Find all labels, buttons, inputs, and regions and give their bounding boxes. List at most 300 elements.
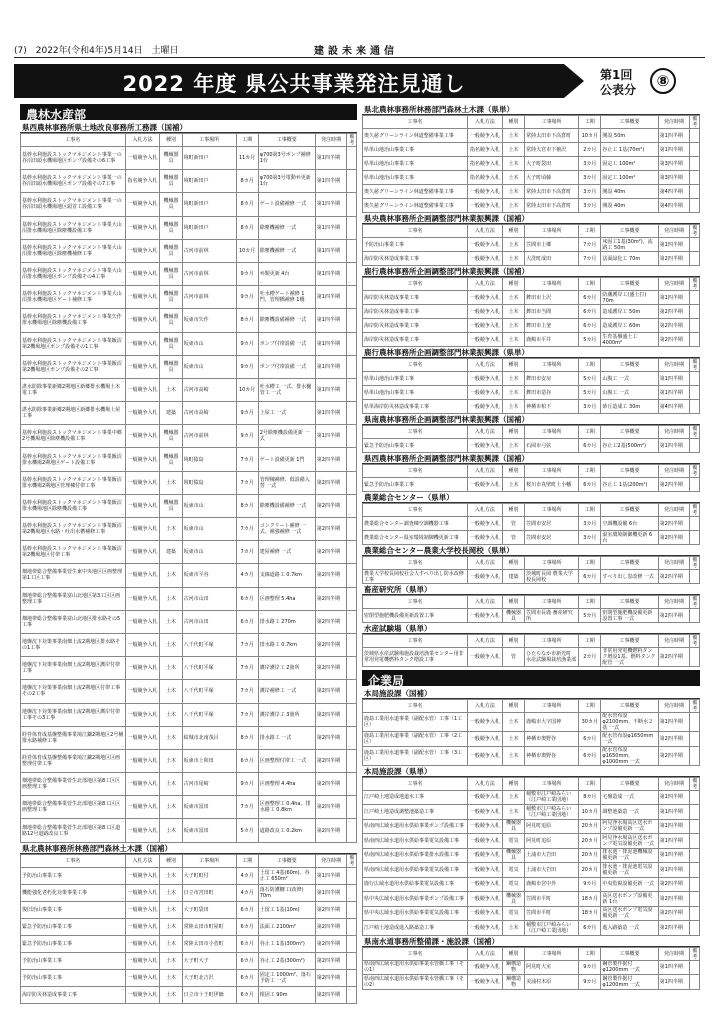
cell-period: 9カ月 [579, 975, 601, 990]
cell-kind: 土木 [502, 386, 524, 400]
cell-time: 第1四半期 [658, 439, 690, 453]
cell-kind: 機械器具 [160, 309, 182, 332]
column-header-time: 発注時期 [658, 557, 690, 570]
cell-summary: 密閉型施肥機設備更新設置工事 一式 [601, 609, 658, 623]
cell-kind: 土木 [502, 921, 524, 936]
cell-place: 八千代町平塚 [182, 657, 236, 680]
cell-period: 5カ月 [579, 333, 601, 347]
table-row [21, 494, 357, 517]
cell-method: 一般競争入札 [125, 796, 160, 819]
table-row [363, 834, 700, 849]
cell-summary: 区画整理工 0.4ha、排水路工 0.8km [258, 796, 315, 819]
column-header-summary: 工事概要 [601, 635, 658, 648]
column-header-time: 発注時期 [658, 504, 690, 517]
table-header-row [363, 557, 700, 570]
block-title: 鹿行農林事務所企画調整部門林業振興課（国補） [362, 266, 700, 277]
column-header-note: 備考 [690, 557, 700, 570]
cell-place: 坂東市山 [182, 355, 236, 378]
cell-method: 一般競争入札 [467, 478, 502, 492]
cell-time: 第1四半期 [658, 790, 690, 805]
table-row [21, 355, 357, 378]
cell-place: ひたちなか市新光町 水産試験場栽培漁業部 [525, 648, 579, 667]
table-header-row [363, 116, 700, 129]
cell-place: 境町猿島 [182, 471, 236, 494]
cell-time: 第2四半期 [658, 517, 690, 531]
column-header-period: 工期 [579, 504, 601, 517]
column-header-kind: 種別 [502, 116, 524, 129]
cell-method: 一般競争入札 [467, 848, 502, 863]
cell-time: 第2四半期 [315, 935, 347, 952]
cell-place: 鹿嶋市宮中外 [525, 877, 579, 892]
cell-name: 畑地帯総合整備事業富山北地区第3工区区画整理工事 [21, 587, 126, 610]
cell-time: 第1四半期 [315, 262, 347, 285]
cell-method: 一般競争入札 [125, 309, 160, 332]
table-row [363, 157, 700, 171]
cell-place: 大洗町成田 [525, 252, 579, 266]
cell-name: 海岸防災林造成事業工事 [363, 319, 468, 333]
cell-kind: 土木 [160, 918, 182, 935]
cell-summary: 谷止工 1基(70m²) [601, 143, 658, 157]
cell-place: 境町新田戸 [182, 170, 236, 193]
cell-name: 基幹水利施設ストックマネジメント事業一の谷沼田頭水機場地区ポンプ設備その7工事 [21, 170, 126, 193]
cell-time: 第2四半期 [315, 986, 347, 1003]
cell-kind: 機械器具 [160, 448, 182, 471]
cell-summary: 落石防護柵工(改修) 70m [258, 884, 315, 901]
table-row [363, 439, 700, 453]
cell-summary: 排水路工 一式 [258, 726, 315, 749]
cell-method: 一般競争入札 [125, 819, 160, 842]
cell-time: 第2四半期 [315, 969, 347, 986]
cell-summary: 固定工 1000m²、落石予防工 一式 [258, 969, 315, 986]
cell-note [690, 171, 700, 185]
cell-kind: 機械器具 [160, 262, 182, 285]
cell-method: 指名競争入札 [467, 143, 502, 157]
cell-name: 復旧治山事業工事 [21, 901, 126, 918]
project-table [362, 947, 700, 990]
table-row [363, 291, 700, 305]
block-title: 農業総合センター（県単） [362, 492, 700, 503]
cell-name: 江戸崎土地造成調整池築造工事 [363, 805, 468, 820]
cell-period: 6カ月 [579, 746, 601, 765]
column-header-kind: 種別 [502, 465, 524, 478]
block-title: 県西農林事務所企画調整部門林業振興課（国補） [362, 453, 700, 464]
cell-summary: 谷止工 1基(200m²) [601, 478, 658, 492]
column-header-kind: 種別 [502, 777, 524, 790]
cell-period: 9カ月 [236, 286, 258, 309]
cell-name: 基幹水利施設ストックマネジメント事業飯沼第2機場地区付帯工事 [21, 541, 126, 564]
cell-period: 10カ月 [579, 805, 601, 820]
cell-note [690, 143, 700, 157]
cell-name: 緊急予防治山事業工事 [21, 935, 126, 952]
cell-summary: 排水路工 0.7km [258, 633, 315, 656]
column-header-kind: 種別 [502, 700, 524, 713]
cell-note [690, 877, 700, 892]
block-title: 鹿行農林事務所企画調整部門林業振興課（県単） [362, 347, 700, 358]
cell-time: 第1四半期 [315, 884, 347, 901]
cell-period: 6カ月 [579, 732, 601, 747]
cell-kind: 機械器具 [160, 355, 182, 378]
column-header-name: 工事名 [363, 596, 468, 609]
cell-period: 2カ月 [579, 648, 601, 667]
cell-time: 第1四半期 [315, 355, 347, 378]
cell-method: 指名競争入札 [467, 171, 502, 185]
cell-name: 地盤沈下対策事業南畑上流2期地区排水路その1工事 [21, 633, 126, 656]
cell-place: 笠間市平町 [525, 892, 579, 907]
cell-time: 第2四半期 [658, 921, 690, 936]
cell-period: 5カ月 [579, 372, 601, 386]
cell-time: 第2四半期 [315, 773, 347, 796]
cell-note [347, 884, 357, 901]
cell-note [690, 570, 700, 584]
cell-kind: 電気 [502, 906, 524, 921]
column-header-note: 備考 [690, 947, 700, 960]
banner-title: 2022 年度 県公共事業発注見通し [122, 72, 466, 96]
cell-place: 鉾田市安房 [525, 372, 579, 386]
cell-method: 一般競争入札 [467, 732, 502, 747]
cell-name: 地盤沈下対策事業南畑上流2期地区護岸付帯工事 [21, 657, 126, 680]
cell-place: 笠間市上郷 [525, 238, 579, 252]
cell-period: 3カ月 [579, 171, 601, 185]
cell-note [347, 425, 357, 448]
cell-name: 鹿行広域水道用水供給事業電気設備工事 [363, 877, 468, 892]
cell-time: 第2四半期 [658, 892, 690, 907]
cell-period: 6カ月 [236, 952, 258, 969]
cell-summary: 開設 50m [601, 129, 658, 143]
cell-summary: 空調機設備 6台 [601, 517, 658, 531]
cell-kind: 機械器具 [160, 147, 182, 170]
cell-summary: 法面緑化工 70m [601, 252, 658, 266]
table-row [21, 610, 357, 633]
cell-summary: 管理棟補修、低設備入替 一式 [258, 471, 315, 494]
cell-period: 9カ月 [579, 877, 601, 892]
cell-kind: 機械器具 [160, 170, 182, 193]
cell-time: 第2四半期 [315, 564, 347, 587]
cell-kind: 土木 [502, 400, 524, 414]
cell-summary: 除塵機設備補修 一式 [258, 309, 315, 332]
cell-place: 古河市高崎 [182, 378, 236, 401]
cell-summary: ゲート設備更新 1門 [258, 448, 315, 471]
cell-time: 第2四半期 [315, 901, 347, 918]
cell-name: 緊急予防治山事業工事 [363, 478, 468, 492]
cell-method: 一般競争入札 [125, 680, 160, 703]
cell-method: 一般競争入札 [125, 378, 160, 401]
column-header-summary: 工事概要 [601, 426, 658, 439]
cell-time: 第1四半期 [315, 286, 347, 309]
cell-name: 県単海岸防災林造成事業工事 [363, 400, 468, 414]
cell-period: 10カ月 [236, 378, 258, 401]
cell-period: 2カ月 [579, 143, 601, 157]
cell-kind: 機械器具 [160, 239, 182, 262]
cell-kind: 土木 [502, 478, 524, 492]
cell-note [690, 732, 700, 747]
cell-kind: 管 [502, 517, 524, 531]
cell-kind: 土木 [160, 952, 182, 969]
badge-number: ⑧ [650, 68, 676, 94]
project-table [362, 634, 700, 667]
cell-period: 6カ月 [236, 610, 258, 633]
cell-name: 基幹水利施設ストックマネジメント事業中郷2号機場地区除塵機設備工事 [21, 425, 126, 448]
table-row [363, 400, 700, 414]
column-header-note: 備考 [690, 777, 700, 790]
cell-method: 一般競争入札 [467, 252, 502, 266]
cell-name: 畑地帯総合整備事業菅生北部地区第8工区道路12号道路改良工事 [21, 819, 126, 842]
table-row [363, 805, 700, 820]
table-row [21, 986, 357, 1003]
table-row [363, 819, 700, 834]
cell-note [690, 975, 700, 990]
cell-kind: 土木 [502, 319, 524, 333]
cell-summary: 砂丘造成工 30m [601, 400, 658, 414]
cell-method: 一般競争入札 [125, 587, 160, 610]
table-row [21, 918, 357, 935]
column-header-time: 発注時期 [658, 777, 690, 790]
column-header-summary: 工事概要 [601, 947, 658, 960]
column-header-kind: 種別 [502, 278, 524, 291]
table-row [363, 921, 700, 936]
cell-method: 一般競争入札 [125, 918, 160, 935]
column-header-time: 発注時期 [658, 596, 690, 609]
table-row [21, 884, 357, 901]
column-header-time: 発注時期 [658, 225, 690, 238]
cell-period: 3カ月 [579, 400, 601, 414]
cell-summary: 排水路工 270m [258, 610, 315, 633]
table-row [21, 286, 357, 309]
cell-kind: 土木 [160, 610, 182, 633]
cell-place: 鉾田市上釜 [525, 319, 579, 333]
cell-kind: 土木 [160, 564, 182, 587]
cell-method: 一般競争入札 [125, 773, 160, 796]
cell-name: 予防治山事業工事 [363, 238, 468, 252]
cell-period: 7カ月 [236, 541, 258, 564]
column-header-period: 工期 [579, 947, 601, 960]
table-row [363, 975, 700, 990]
cell-place: 稲敷市江戸崎みらい（江戸崎工業団地） [525, 921, 579, 936]
column-header-method: 入札方法 [467, 116, 502, 129]
table-header-row [363, 359, 700, 372]
table-header-row [363, 504, 700, 517]
cell-period: 7カ月 [236, 448, 258, 471]
cell-period: 4カ月 [236, 884, 258, 901]
cell-note [347, 448, 357, 471]
project-table [362, 358, 700, 414]
cell-name: 県南西広域水道用水供給事業電気設備工事 [363, 863, 468, 878]
cell-kind: 土木 [160, 633, 182, 656]
cell-time: 第2四半期 [315, 541, 347, 564]
cell-summary: 山腹工 一式 [601, 386, 658, 400]
cell-time: 第1四半期 [315, 309, 347, 332]
cell-name: 緊急予防治山事業工事 [363, 439, 468, 453]
table-header-row [363, 635, 700, 648]
cell-method: 一般競争入札 [125, 749, 160, 772]
cell-place: 阿見町追原 [525, 834, 579, 849]
column-header-place: 工事場所 [525, 596, 579, 609]
cell-method: 一般競争入札 [467, 609, 502, 623]
cell-note [690, 863, 700, 878]
cell-method: 一般競争入札 [125, 448, 160, 471]
column-header-place: 工事場所 [525, 359, 579, 372]
cell-note [690, 305, 700, 319]
column-header-method: 入札方法 [467, 596, 502, 609]
column-header-kind: 種別 [502, 557, 524, 570]
cell-place: 境町新田戸 [182, 193, 236, 216]
cell-time: 第1四半期 [315, 216, 347, 239]
title-banner [14, 64, 620, 98]
project-table [20, 133, 357, 843]
cell-period: 7カ月 [579, 252, 601, 266]
cell-note [690, 517, 700, 531]
cell-place: 土浦市大岩田 [525, 848, 579, 863]
cell-period: 5カ月 [236, 819, 258, 842]
cell-name: 鹿島工業用水道事業（副配水管）工事（2工区） [363, 732, 468, 747]
cell-kind: 電気 [502, 834, 524, 849]
cell-method: 一般競争入札 [125, 986, 160, 1003]
cell-summary: 弁類更新 4台 [258, 262, 315, 285]
cell-summary: 進入路築造 一式 [601, 921, 658, 936]
table-row [21, 239, 357, 262]
column-header-summary: 工事概要 [601, 278, 658, 291]
cell-place: 古河市山田 [182, 610, 236, 633]
cell-name: 農業総合センター温室環境制御機更新工事 [363, 531, 468, 545]
cell-note [347, 309, 357, 332]
cell-method: 一般競争入札 [125, 564, 160, 587]
cell-summary: φ700第3号電動弁更新 1台 [258, 170, 315, 193]
table-row [363, 386, 700, 400]
cell-time: 第1四半期 [658, 291, 690, 305]
table-row [363, 790, 700, 805]
cell-kind: 土木 [160, 471, 182, 494]
cell-name: 畑地帯総合整備事業菅生東中央地区区画整理第1工区工事 [21, 564, 126, 587]
cell-period: 7カ月 [236, 657, 258, 680]
cell-time: 第1四半期 [658, 129, 690, 143]
table-row [363, 333, 700, 347]
table-header-row [363, 426, 700, 439]
table-header-row [363, 700, 700, 713]
cell-name: 基幹水利施設ストックマネジメント事業大山沼排水機場地区除塵機補修工事 [21, 239, 126, 262]
cell-place: 古河市前林 [182, 262, 236, 285]
column-header-period: 工期 [579, 777, 601, 790]
cell-period: 4カ月 [236, 867, 258, 884]
cell-summary: 宅盤造成 一式 [601, 790, 658, 805]
cell-note [690, 439, 700, 453]
cell-name: 密閉型施肥機設備更新設置工事 [363, 609, 468, 623]
cell-name: 畑地帯総合整備事業菅生北部地区第8工区区画整理工事 [21, 773, 126, 796]
cell-kind: 土木 [502, 305, 524, 319]
cell-name: 江戸崎土地造成進入路築造工事 [363, 921, 468, 936]
cell-summary: 非常用発電機燃料タンク増設1基、燃料タンク配管 一式 [601, 648, 658, 667]
cell-kind: 土木 [160, 884, 182, 901]
column-header-name: 工事名 [363, 635, 468, 648]
cell-method: 一般競争入札 [467, 819, 502, 834]
cell-kind: 鋼構造物 [502, 960, 524, 975]
cell-method: 一般競争入札 [125, 657, 160, 680]
badge-line2: 公表分 [600, 83, 637, 97]
cell-place: 古河市山田 [182, 587, 236, 610]
column-header-summary: 工事概要 [601, 504, 658, 517]
column-header-name: 工事名 [363, 557, 468, 570]
cell-kind: 機械器具 [502, 609, 524, 623]
table-row [21, 969, 357, 986]
cell-summary: 護岸補修工 一式 [258, 680, 315, 703]
table-row [21, 587, 357, 610]
cell-kind: 電気 [502, 877, 524, 892]
column-header-name: 工事名 [363, 359, 468, 372]
cell-time: 第2四半期 [658, 478, 690, 492]
project-table [20, 854, 357, 1004]
cell-kind: 土木 [502, 732, 524, 747]
cell-note [690, 921, 700, 936]
table-row [363, 892, 700, 907]
cell-period: 7カ月 [579, 238, 601, 252]
cell-place: 桜川市真壁町上小幡 [525, 478, 579, 492]
block-title: 農業総合センター農業大学校長岡校（県単） [362, 545, 700, 556]
table-row [363, 199, 700, 213]
cell-time: 第1四半期 [658, 819, 690, 834]
column-header-summary: 工事概要 [601, 596, 658, 609]
column-header-place: 工事場所 [525, 700, 579, 713]
cell-period: 30カ月 [579, 713, 601, 732]
column-header-period: 工期 [579, 225, 601, 238]
cell-time: 第1四半期 [658, 238, 690, 252]
cell-note [347, 147, 357, 170]
cell-note [347, 610, 357, 633]
cell-kind: 機械器具 [502, 892, 524, 907]
cell-method: 一般競争入札 [125, 216, 160, 239]
cell-note [347, 471, 357, 494]
cell-time: 第1四半期 [658, 848, 690, 863]
cell-time: 第2四半期 [315, 703, 347, 726]
cell-time: 第1四半期 [658, 834, 690, 849]
cell-place: 大子町袋田 [525, 157, 579, 171]
table-row [363, 732, 700, 747]
table-row [363, 238, 700, 252]
table-row [21, 378, 357, 401]
cell-note [690, 960, 700, 975]
column-header-place: 工事場所 [525, 465, 579, 478]
cell-kind: 管 [502, 648, 524, 667]
column-header-place: 工事場所 [525, 116, 579, 129]
cell-note [690, 319, 700, 333]
right-column [362, 104, 700, 990]
cell-period: 7カ月 [236, 680, 258, 703]
table-row [21, 216, 357, 239]
cell-method: 一般競争入札 [125, 867, 160, 884]
cell-time: 第1四半期 [658, 386, 690, 400]
cell-summary: 除塵機補修 一式 [258, 216, 315, 239]
cell-place: 八千代町平塚 [182, 703, 236, 726]
table-row [21, 773, 357, 796]
cell-place: 鹿嶋市大字国神 [525, 713, 579, 732]
cell-kind: 土木 [160, 703, 182, 726]
cell-place: 古河市前林 [182, 425, 236, 448]
cell-name: 海岸防災林造成事業工事 [363, 333, 468, 347]
column-header-summary: 工事概要 [601, 777, 658, 790]
cell-name: 県南西広域水道用水供給事業排水設備工事 [363, 848, 468, 863]
cell-period: 20カ月 [579, 848, 601, 863]
cell-method: 一般競争入札 [125, 494, 160, 517]
column-header-name: 工事名 [363, 116, 468, 129]
cell-summary: 除塵機補修 一式 [258, 239, 315, 262]
table-row [21, 471, 357, 494]
column-header-note: 備考 [690, 465, 700, 478]
cell-note [347, 969, 357, 986]
cell-method: 指名競争入札 [125, 170, 160, 193]
cell-kind: 機械器具 [160, 494, 182, 517]
cell-kind: 電気 [502, 863, 524, 878]
table-row [21, 518, 357, 541]
cell-note [690, 252, 700, 266]
cell-summary: 配水管布設φ1650mm 一式 [601, 732, 658, 747]
cell-time: 第2四半期 [315, 471, 347, 494]
